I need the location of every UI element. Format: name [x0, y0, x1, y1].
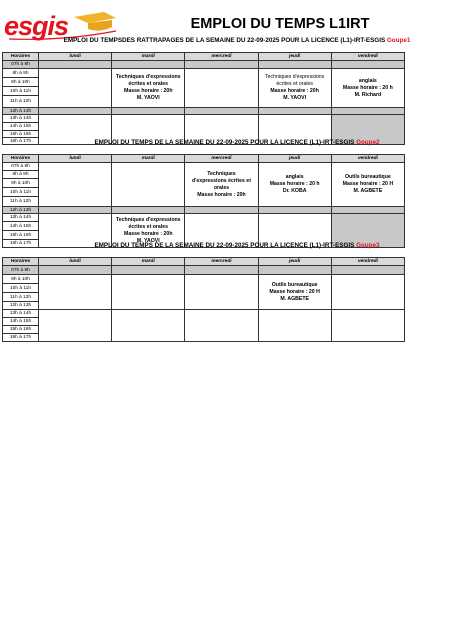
hour-cell: 8h à 9h: [3, 171, 39, 179]
page-title: EMPLOI DU TEMPS L1IRT: [190, 16, 370, 32]
hour-cell: 13h à 14h: [3, 214, 39, 222]
section-title-2: EMPLOI DU TEMPS DE LA SEMAINE DU 22-09-2025 POUR LA LICENCE (L1)-IRT-ESGIS Goupe2: [94, 139, 380, 146]
hour-cell: 9h à 10h: [3, 78, 39, 87]
hour-cell: 14h à 15h: [3, 318, 39, 326]
course-cell: Techniques d'expressions écrites et orales Masse horaire : 20h: [185, 163, 258, 207]
schedule-table-3: [2, 257, 405, 342]
hour-cell: 11h à 12h: [3, 293, 39, 302]
hour-cell: 9h à 10h: [3, 275, 39, 284]
hour-cell: 12h à 13h: [3, 108, 39, 115]
hour-cell: 07h à 8h: [3, 266, 39, 275]
hour-cell: 16h à 17h: [3, 138, 39, 145]
col-header: vendredi: [331, 155, 404, 163]
col-header: Horaires: [3, 53, 39, 61]
course-cell: Techniques d'expressions écrites et orales Masse horaire : 20h M. YAOVI: [112, 214, 185, 248]
hour-cell: 10h à 11h: [3, 284, 39, 293]
hour-cell: 15h à 16h: [3, 326, 39, 334]
col-header: jeudi: [258, 155, 331, 163]
col-header: jeudi: [258, 258, 331, 266]
col-header: mardi: [112, 53, 185, 61]
col-header: Horaires: [3, 258, 39, 266]
hour-cell: 10h à 11h: [3, 188, 39, 197]
hour-cell: 11h à 12h: [3, 197, 39, 207]
hour-cell: 16h à 17h: [3, 334, 39, 342]
course-cell: Outils bureautique Masse horaire : 20 H M. AGBETE: [258, 275, 331, 310]
col-header: lundi: [39, 53, 112, 61]
hour-cell: 14h à 15h: [3, 123, 39, 131]
hour-cell: 15h à 16h: [3, 131, 39, 138]
course-cell: anglais Masse horaire : 20 h M. Richard: [331, 69, 404, 108]
hour-cell: 12h à 13h: [3, 302, 39, 310]
hour-cell: 12h à 13h: [3, 207, 39, 214]
hour-cell: 9h à 10h: [3, 179, 39, 188]
course-cell: Techniques d'expressions écrites et orales Masse horaire : 20h M. YAOVI: [112, 69, 185, 108]
col-header: lundi: [39, 258, 112, 266]
hour-cell: 13h à 14h: [3, 115, 39, 123]
section-title-1: EMPLOI DU TEMPSDES RATTRAPAGES DE LA SEMAINE DU 22-09-2025 POUR LA LICENCE (L1)-IRT-ESGIS Goupe1: [63, 37, 411, 44]
col-header: jeudi: [258, 53, 331, 61]
hour-cell: 07h à 8h: [3, 61, 39, 69]
col-header: mercredi: [185, 155, 258, 163]
col-header: vendredi: [331, 53, 404, 61]
section-title-3: EMPLOI DU TEMPS DE LA SEMAINE DU 22-09-2025 POUR LA LICENCE (L1)-IRT-ESGIS Goupe3: [94, 242, 380, 249]
hour-cell: 07h à 8h: [3, 163, 39, 171]
col-header: mardi: [112, 155, 185, 163]
hour-cell: 8h à 9h: [3, 69, 39, 78]
hour-cell: 15h à 16h: [3, 231, 39, 240]
hour-cell: 16h à 17h: [3, 240, 39, 248]
col-header: lundi: [39, 155, 112, 163]
hour-cell: 13h à 14h: [3, 310, 39, 318]
col-header: mardi: [112, 258, 185, 266]
course-cell: Techniques d'expressions écrites et orales Masse horaire : 20h M. YAOVI: [258, 69, 331, 108]
logo-wordmark: esgis: [4, 11, 69, 41]
col-header: vendredi: [331, 258, 404, 266]
col-header: mercredi: [185, 53, 258, 61]
hour-cell: 10h à 11h: [3, 87, 39, 96]
col-header: Horaires: [3, 155, 39, 163]
schedule-table-1: [2, 52, 405, 145]
schedule-table-2: [2, 154, 405, 248]
col-header: mercredi: [185, 258, 258, 266]
course-cell: Outils bureautique Masse horaire : 20 H M. AGBETE: [331, 163, 404, 207]
hour-cell: 14h à 15h: [3, 222, 39, 231]
course-cell: anglais Masse horaire : 20 h Dr. KOBA: [258, 163, 331, 207]
hour-cell: 11h à 12h: [3, 96, 39, 108]
